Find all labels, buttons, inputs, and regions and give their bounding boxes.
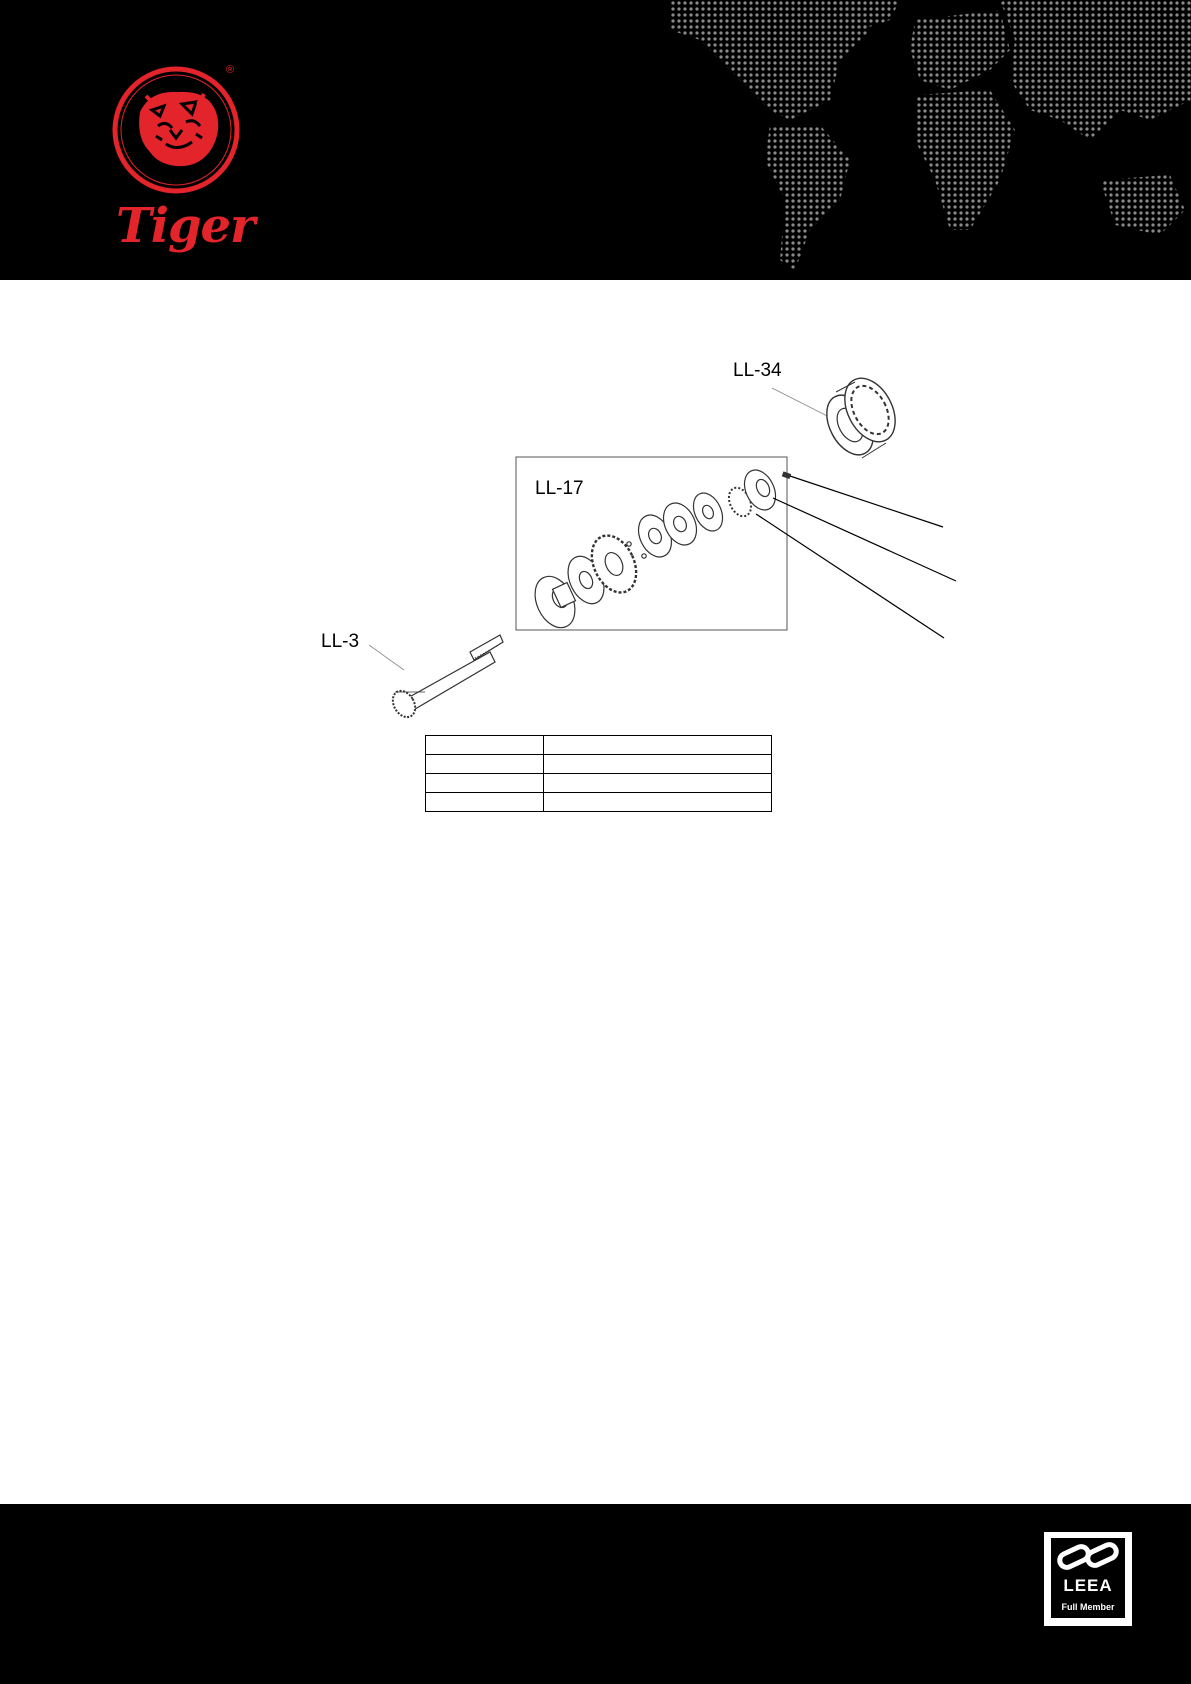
table-row [426,736,772,755]
chain-link-icon [1051,1538,1125,1578]
callout-ll34: LL-34 [733,360,782,381]
table-cell [544,736,772,755]
page-footer [0,1504,1191,1684]
ll34-drum-part [772,370,905,463]
tiger-logo [100,60,255,270]
table-cell [544,774,772,793]
table-cell [544,755,772,774]
table-cell [426,774,544,793]
table-cell [426,755,544,774]
brand-wordmark: Tiger [116,198,255,254]
tiger-emblem-icon [100,60,250,200]
page-content [0,280,1191,1504]
leea-membership: Full Member [1061,1602,1115,1612]
table-cell [544,793,772,812]
table-row [426,793,772,812]
exploded-parts-diagram [0,280,1191,740]
table-row [426,774,772,793]
world-map-dots [670,0,1191,280]
leea-badge [1044,1532,1132,1626]
callout-ll3: LL-3 [321,631,360,652]
registered-mark: ® [226,64,235,76]
leea-name: LEEA [1063,1576,1113,1595]
callout-ll17: LL-17 [535,478,584,499]
page-header [0,0,1191,280]
table-row [426,755,772,774]
ll17-disc-stack [527,484,755,634]
parts-table [425,735,772,812]
table-cell [426,736,544,755]
table-cell [426,793,544,812]
ll3-shaft-part [369,635,503,721]
